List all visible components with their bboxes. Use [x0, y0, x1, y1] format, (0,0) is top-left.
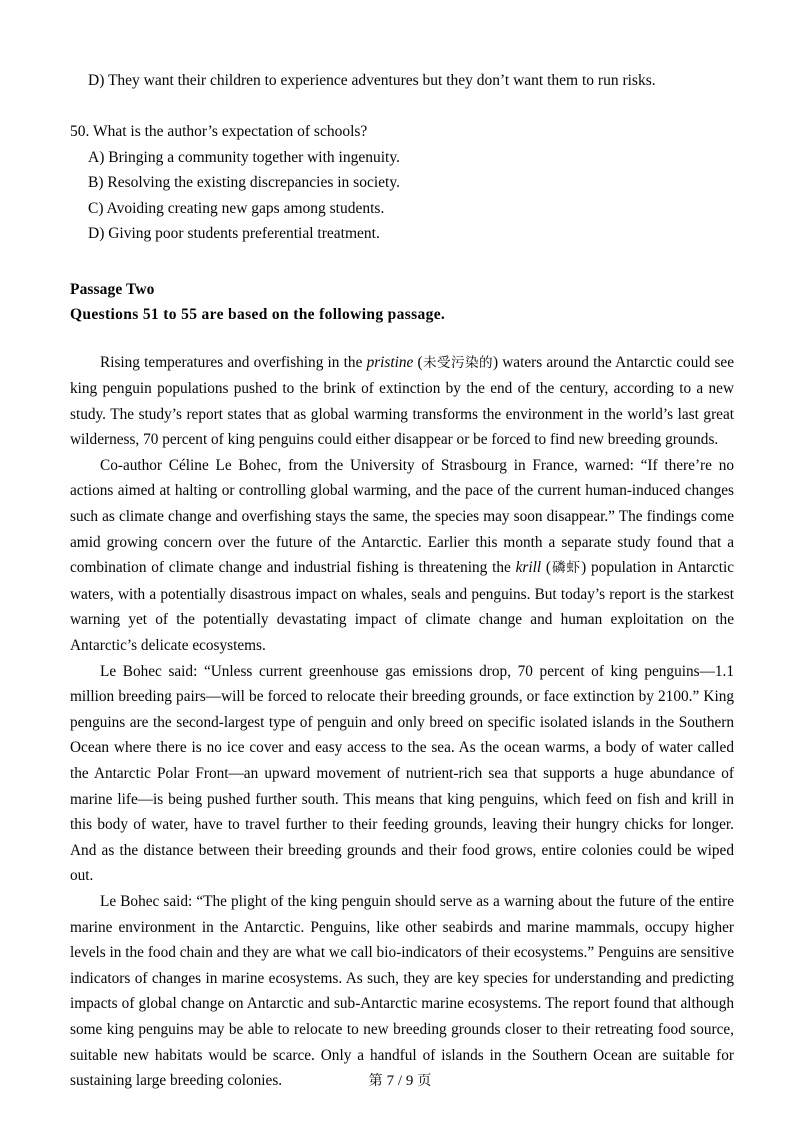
- page-footer: [0, 1070, 800, 1092]
- italic-term: krill: [515, 559, 542, 577]
- footer-suffix: 页: [417, 1073, 432, 1089]
- text-run: ) population in Antarctic waters, with a potentially disastrous impact on whales, seals and penguins. But today’s report is the starkest warning yet of the potentially devastating impact of climate change and human exploitation on the Antarctic’s delicate ecosystems.: [70, 559, 735, 655]
- text-run: (: [413, 353, 423, 371]
- question-50-option-c[interactable]: C) Avoiding creating new gaps among students.: [88, 199, 385, 217]
- passage-paragraph-4: [70, 889, 734, 1094]
- passage-subheading: Questions 51 to 55 are based on the following passage.: [70, 306, 446, 323]
- page-content: [70, 68, 734, 1094]
- question-50-option-b[interactable]: B) Resolving the existing discrepancies in society.: [88, 174, 400, 191]
- passage-paragraph-3: [70, 659, 734, 889]
- text-run: Co-author Céline Le Bohec, from the University of Strasbourg in France, warned: “If there’re no actions aimed at halting or controlling global warming, and the pace of the current human-induced changes such as climate change and overfishing stays the same, the species may soon disappear.” The findings come amid growing concern over the future of the Antarctic. Earlier this month a separate study found that a combination of climate change and industrial fishing is threatening the: [70, 456, 734, 577]
- italic-term: pristine: [366, 353, 414, 371]
- question-50-option-d[interactable]: D) Giving poor students preferential treatment.: [88, 225, 380, 242]
- text-run: Le Bohec said: “The plight of the king penguin should serve as a warning about the future of the entire marine environment in the Antarctic. Penguins, like other seabirds and marine mammals, occupy higher levels in the food chain and they are what we call bio-indicators of their ecosystems.” Penguins are sensitive indicators of changes in marine ecosystems. As such, they are key species for understanding and predicting impacts of global change on Antarctic and sub-Antarctic marine ecosystems. The report found that although some king penguins may be able to relocate to new breeding grounds closer to their retreating food source, suitable new habitats would be scarce. Only a handful of islands in the Southern Ocean are suitable for sustaining large breeding colonies.: [70, 892, 734, 1090]
- passage-paragraph-1: [70, 350, 734, 453]
- text-run: (: [541, 559, 551, 577]
- passage-paragraph-2: [70, 453, 734, 659]
- spacer: [70, 328, 734, 350]
- text-run: Le Bohec said: “Unless current greenhouse gas emissions drop, 70 percent of king penguins—1.1 million breeding pairs—will be forced to relocate their breeding grounds, or face extinction by 2100.” King penguins are the second-largest type of penguin and only breed on specific isolated islands in the Southern Ocean where there is no ice cover and easy access to the sea. As the ocean warms, a body of water called the Antarctic Polar Front—an upward movement of nutrient-rich sea that supports a huge abundance of marine life—is being pushed further south. This means that king penguins, which feed on fish and krill in this body of water, have to travel further to their feeding grounds, leaving their hungry chicks for longer. And as the distance between their breeding grounds and their food grows, entire colonies could be wiped out.: [70, 662, 734, 885]
- passage-body: [70, 350, 734, 1094]
- spacer: [70, 247, 734, 277]
- text-run: ) waters around the Antarctic could see king penguin populations pushed to the brink of extinction by the end of the century, according to a new study. The study’s report states that as global warming transforms the environment in the world’s last great wilderness, 70 percent of king penguins could either disappear or be forced to find new breeding grounds.: [70, 353, 734, 449]
- chinese-gloss: 未受污染的: [422, 354, 493, 371]
- chinese-gloss: 磷虾: [551, 560, 582, 577]
- spacer: [70, 94, 734, 120]
- question-50-stem: 50. What is the author’s expectation of schools?: [70, 123, 368, 140]
- footer-page-number: 7 / 9: [386, 1073, 414, 1089]
- passage-heading: Passage Two: [70, 280, 155, 298]
- text-run: Rising temperatures and overfishing in the: [100, 353, 367, 371]
- question-50-option-a[interactable]: A) Bringing a community together with ingenuity.: [88, 148, 400, 166]
- previous-question-option-d: D) They want their children to experience adventures but they don’t want them to run risks.: [88, 72, 656, 89]
- footer-prefix: 第: [368, 1073, 383, 1089]
- question-50: [70, 119, 734, 247]
